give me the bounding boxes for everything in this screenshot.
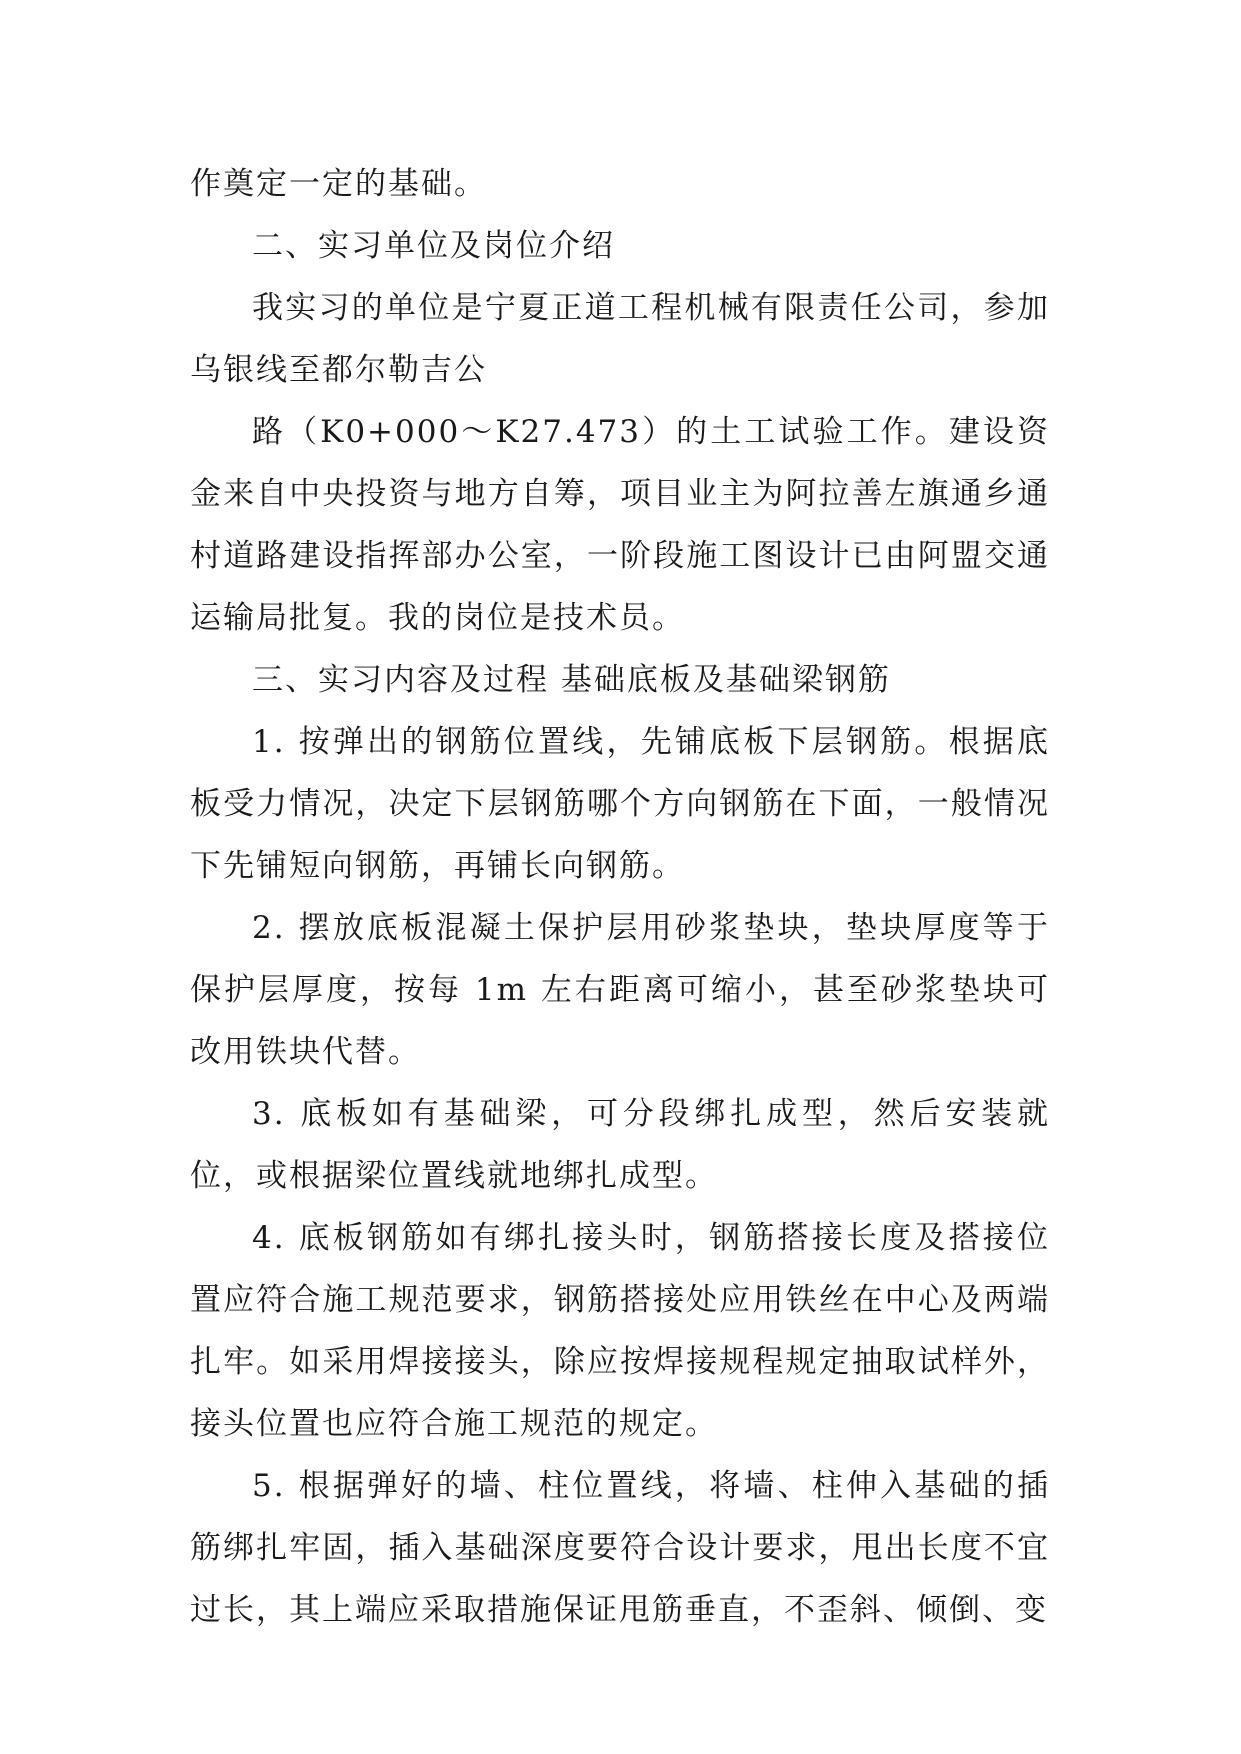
list-item-4: 4. 底板钢筋如有绑扎接头时，钢筋搭接长度及搭接位置应符合施工规范要求，钢筋搭接处应用铁丝在中心及两端扎牢。如采用焊接接头，除应按焊接规程规定抽取试样外，接头位置也应符合施工规范的规定。 — [190, 1220, 1050, 1442]
list-item-5: 5. 根据弹好的墙、柱位置线，将墙、柱伸入基础的插筋绑扎牢固，插入基础深度要符合设计要求，甩出长度不宜过长，其上端应采取措施保证甩筋垂直，不歪斜、倾倒、变 — [190, 1468, 1050, 1628]
paragraph-unit-intro: 我实习的单位是宁夏正道工程机械有限责任公司，参加乌银线至都尔勒吉公 — [190, 290, 1050, 388]
section-heading-unit: 二、实习单位及岗位介绍 — [252, 228, 615, 264]
list-item-1: 1. 按弹出的钢筋位置线，先铺底板下层钢筋。根据底板受力情况，决定下层钢筋哪个方向钢筋在下面，一般情况下先铺短向钢筋，再铺长向钢筋。 — [190, 724, 1050, 884]
paragraph-continuation: 作奠定一定的基础。 — [190, 166, 487, 202]
section-heading-content: 三、实习内容及过程 基础底板及基础梁钢筋 — [252, 662, 891, 698]
list-item-3: 3. 底板如有基础梁，可分段绑扎成型，然后安装就位，或根据梁位置线就地绑扎成型。 — [190, 1096, 1050, 1194]
document-body — [190, 153, 1050, 1641]
paragraph-project-info: 路（K0+000～K27.473）的土工试验工作。建设资金来自中央投资与地方自筹，项目业主为阿拉善左旗通乡通村道路建设指挥部办公室，一阶段施工图设计已由阿盟交通运输局批复。我的岗位是技术员。 — [190, 414, 1050, 636]
list-item-2: 2. 摆放底板混凝土保护层用砂浆垫块，垫块厚度等于保护层厚度，按每 1m 左右距离可缩小，甚至砂浆垫块可改用铁块代替。 — [190, 910, 1050, 1070]
